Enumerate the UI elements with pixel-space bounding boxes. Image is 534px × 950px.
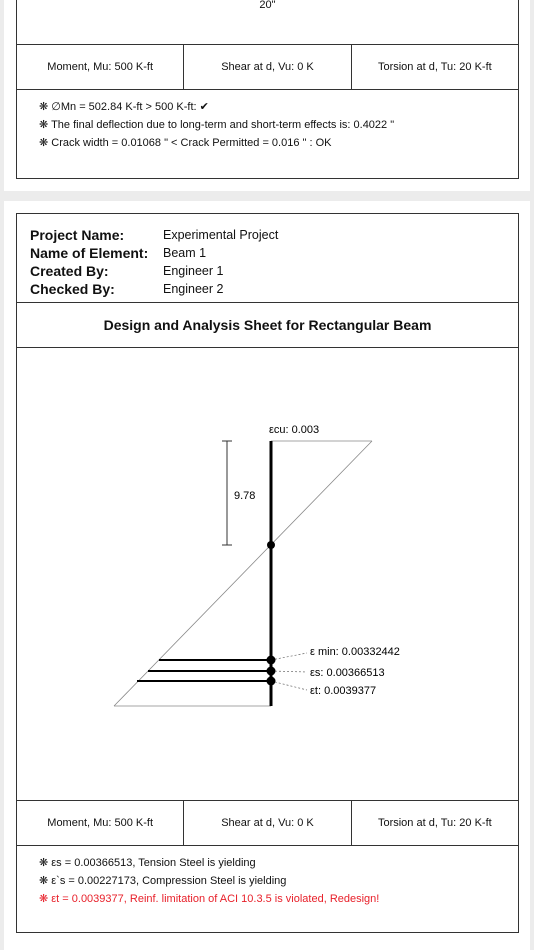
leader-line: [271, 653, 307, 660]
info-value: Experimental Project: [163, 228, 279, 242]
note-line-error: ❋ εt = 0.0039377, Reinf. limitation of ACI 10.3.5 is violated, Redesign!: [39, 893, 380, 905]
info-row-created: [30, 262, 518, 280]
width-dimension-label: 20": [259, 0, 276, 11]
moment-cell: Moment, Mu: 500 K-ft: [17, 45, 184, 89]
moment-cell: Moment, Mu: 500 K-ft: [17, 801, 184, 845]
analysis-sheet-card-previous: [4, 0, 530, 191]
info-row-project: [30, 226, 518, 244]
es-label: εs: 0.00366513: [310, 667, 385, 679]
info-key: Name of Element:: [30, 245, 149, 261]
emin-label: ε min: 0.00332442: [310, 646, 400, 658]
et-label: εt: 0.0039377: [310, 685, 377, 697]
note-line: ❋ The final deflection due to long-term and short-term effects is: 0.4022 ": [39, 119, 395, 131]
analysis-sheet-card: [4, 201, 530, 950]
info-key: Project Name:: [30, 227, 125, 243]
info-row-checked: [30, 280, 518, 298]
torsion-cell: Torsion at d, Tu: 20 K-ft: [377, 61, 492, 73]
project-info-block: [16, 213, 519, 303]
results-notes: [16, 89, 519, 179]
ecu-label: εcu: 0.003: [269, 424, 320, 436]
strain-diagram: [17, 348, 518, 800]
info-value: Beam 1: [163, 246, 207, 260]
section-sketch-area: [16, 0, 519, 45]
note-line: ❋ εs = 0.00366513, Tension Steel is yielding: [39, 857, 256, 869]
sheet-title: Design and Analysis Sheet for Rectangular Beam: [16, 302, 519, 348]
shear-cell: Shear at d, Vu: 0 K: [184, 45, 351, 89]
steel-point-es: [267, 667, 276, 676]
info-value: Engineer 1: [163, 264, 224, 278]
leader-line: [271, 681, 307, 690]
depth-label: 9.78: [234, 490, 256, 502]
leader-line: [271, 671, 307, 672]
steel-point-et: [267, 677, 276, 686]
shear-cell: Shear at d, Vu: 0 K: [184, 801, 351, 845]
strain-diagram-panel: [16, 347, 519, 801]
loads-table: [16, 800, 519, 846]
note-line: ❋ ∅Mn = 502.84 K-ft > 500 K-ft: ✔: [39, 101, 209, 113]
info-value: Engineer 2: [163, 282, 224, 296]
loads-table: [16, 44, 519, 90]
results-notes: [16, 845, 519, 933]
neutral-axis-point: [267, 541, 275, 549]
note-line: ❋ Crack width = 0.01068 " < Crack Permitted = 0.016 " : OK: [39, 137, 332, 149]
note-line: ❋ ε`s = 0.00227173, Compression Steel is yielding: [39, 875, 287, 887]
info-row-element: [30, 244, 518, 262]
info-key: Created By:: [30, 263, 109, 279]
torsion-cell: Torsion at d, Tu: 20 K-ft: [377, 817, 492, 829]
steel-point-emin: [267, 656, 276, 665]
info-key: Checked By:: [30, 281, 115, 297]
